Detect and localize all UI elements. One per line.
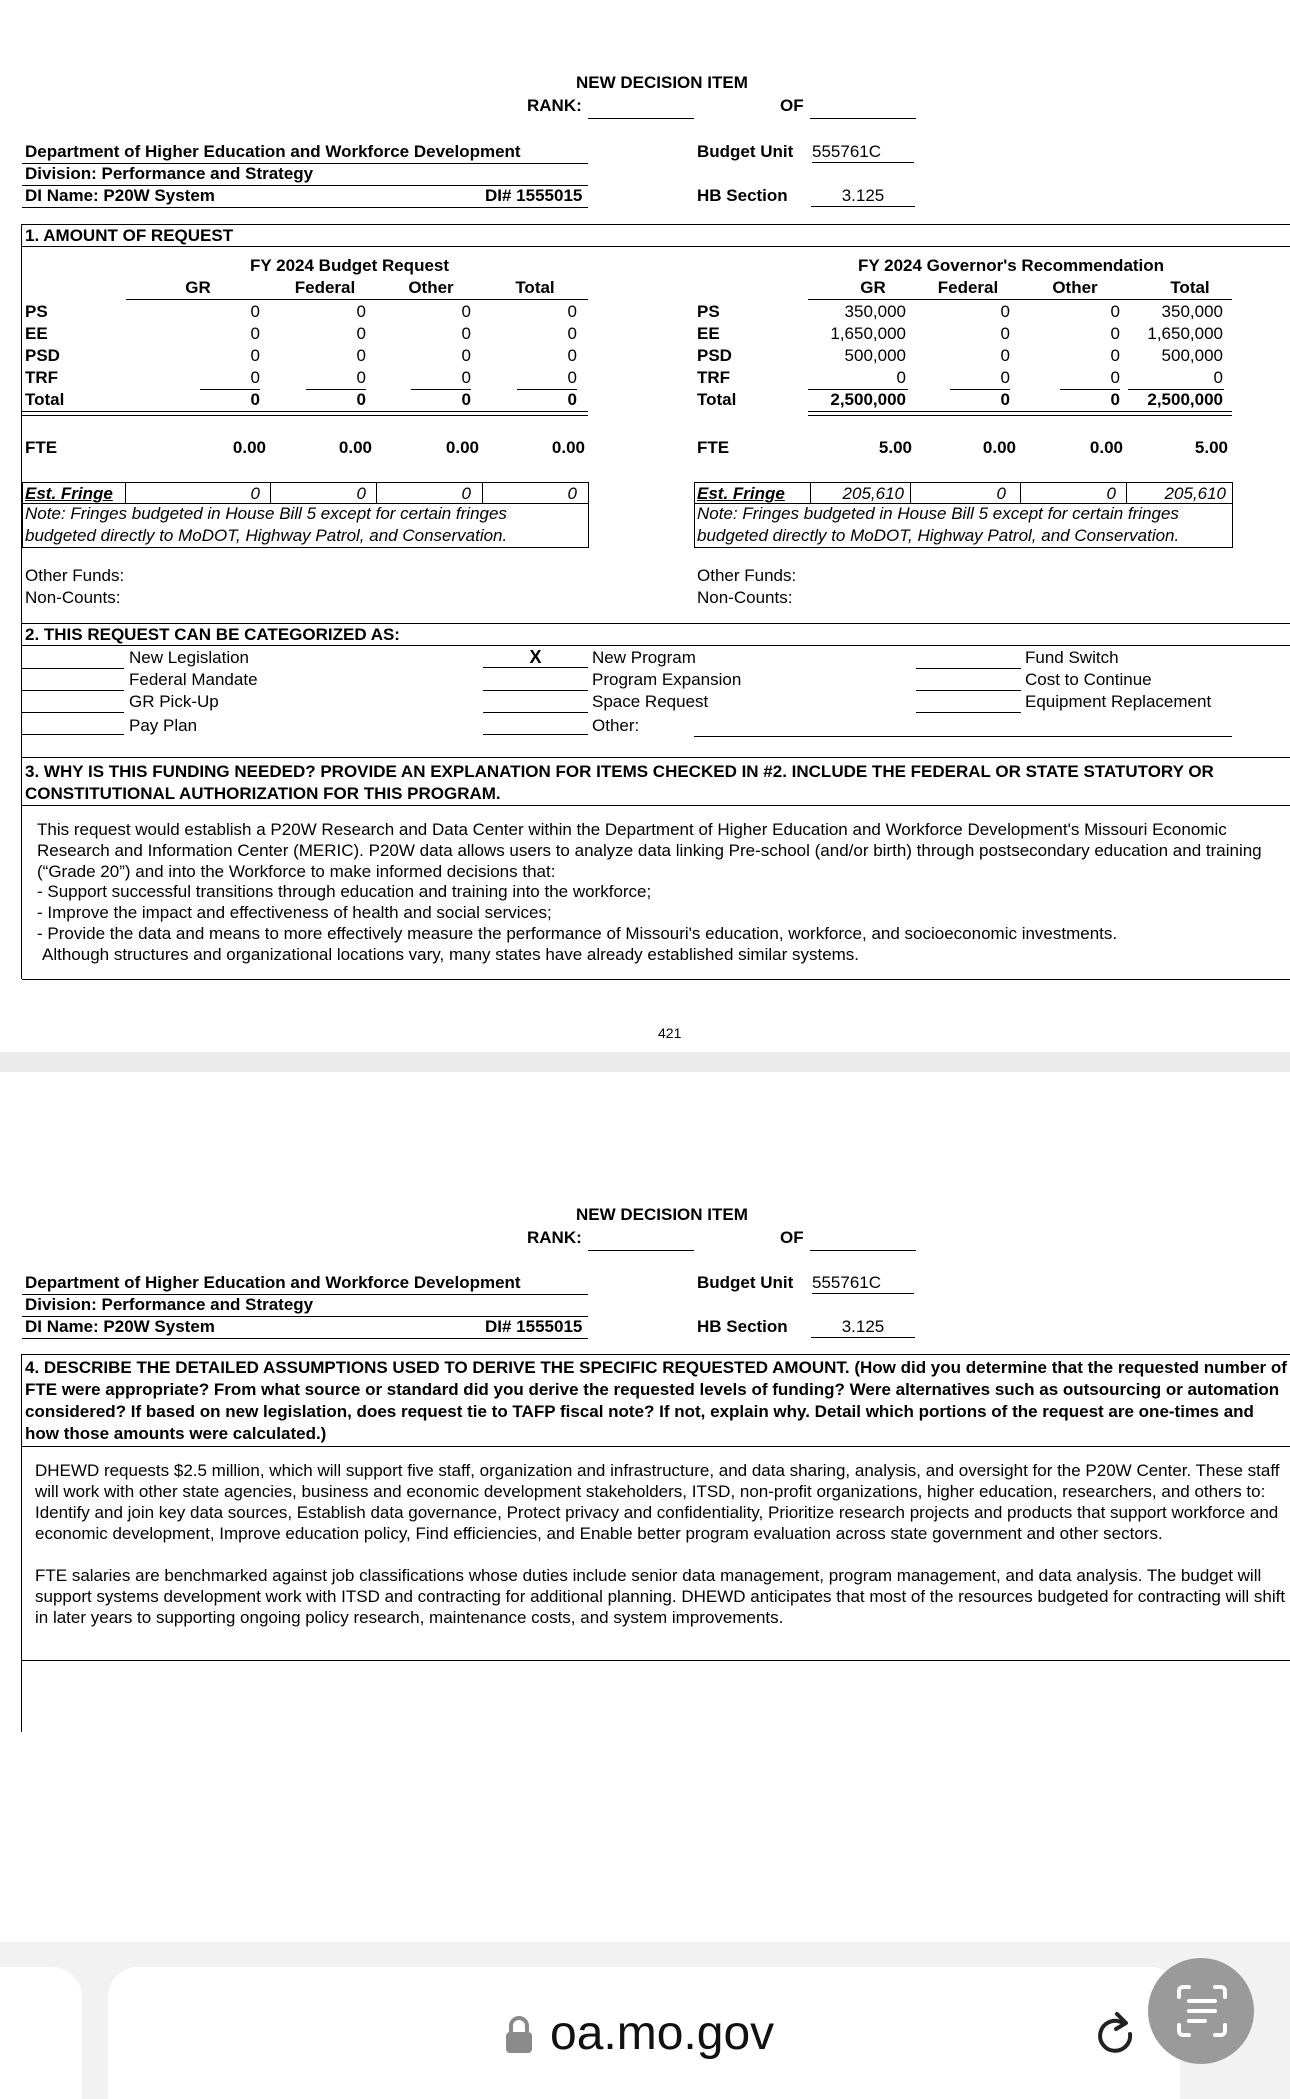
request-table-title: FY 2024 Budget Request xyxy=(250,256,450,275)
option-fund-switch: Fund Switch xyxy=(1025,648,1119,667)
option-pay-plan: Pay Plan xyxy=(129,716,198,735)
gov-col-header-total: Total xyxy=(1170,278,1210,297)
fringe-note-line-2: budgeted directly to MoDOT, Highway Patrol, and Conservation. xyxy=(25,526,508,545)
checkbox-gr-pick-up xyxy=(22,692,124,713)
gov-fringe-note-line-1: Note: Fringes budgeted in House Bill 5 except for certain fringes xyxy=(697,504,1179,523)
request-cell: 0 xyxy=(250,368,260,387)
request-cell: 0 xyxy=(461,368,471,387)
checkbox-cost-to-continue xyxy=(916,670,1021,691)
divider xyxy=(22,1660,1290,1661)
fringe-note-line-1: Note: Fringes budgeted in House Bill 5 except for certain fringes xyxy=(25,504,507,523)
cell-divider xyxy=(270,483,271,503)
section2-heading: 2. THIS REQUEST CAN BE CATEGORIZED AS: xyxy=(25,625,400,644)
gov-fringe-cell: 0 xyxy=(996,484,1006,503)
divider xyxy=(22,623,1290,624)
gov-total-cell: 0 xyxy=(1110,390,1120,409)
checkbox-federal-mandate xyxy=(22,670,124,691)
divider xyxy=(808,299,1232,300)
request-fte-cell: 0.00 xyxy=(445,438,479,457)
cell-divider xyxy=(810,483,811,503)
checkbox-space-request xyxy=(483,692,588,713)
row-label-ps: PS xyxy=(25,302,48,321)
cell-divider xyxy=(910,483,911,503)
section3-closing: Although structures and organizational locations vary, many states have already established similar systems. xyxy=(42,945,860,964)
gov-cell: 1,650,000 xyxy=(830,324,906,343)
gov-row-label-total: Total xyxy=(697,390,737,409)
gov-cell: 0 xyxy=(1110,324,1120,343)
gov-cell: 0 xyxy=(1000,302,1010,321)
request-cell: 0 xyxy=(567,324,577,343)
section1-heading: 1. AMOUNT OF REQUEST xyxy=(25,226,234,245)
request-cell: 0 xyxy=(250,346,260,365)
request-cell: 0 xyxy=(356,302,366,321)
gov-cell: 0 xyxy=(1000,346,1010,365)
of-blank xyxy=(810,118,916,119)
gov-cell: 500,000 xyxy=(844,346,906,365)
gov-fte-cell: 5.00 xyxy=(1194,438,1228,457)
checkbox-fund-switch xyxy=(916,648,1021,669)
option-other: Other: xyxy=(592,716,640,735)
left-border xyxy=(21,1354,22,1732)
option-federal-mandate: Federal Mandate xyxy=(129,670,258,689)
request-fte-cell: 0.00 xyxy=(551,438,585,457)
gov-table-title: FY 2024 Governor's Recommendation xyxy=(858,256,1165,275)
row-label-trf: TRF xyxy=(25,368,59,387)
budget-unit-label: Budget Unit xyxy=(697,1273,794,1292)
di-name: DI Name: P20W System xyxy=(25,1317,215,1336)
checkbox-new-program: X xyxy=(483,647,588,668)
cell-divider xyxy=(482,483,483,503)
page-number: 421 xyxy=(658,1025,682,1041)
gov-row-label-trf: TRF xyxy=(697,368,731,387)
checkbox-pay-plan xyxy=(22,714,124,735)
gov-total-cell: 0 xyxy=(1000,390,1010,409)
reader-icon xyxy=(1175,1983,1229,2044)
gov-cell: 0 xyxy=(1110,302,1120,321)
divider xyxy=(22,1338,588,1339)
department-name: Department of Higher Education and Workforce Development xyxy=(25,142,521,161)
request-fte-cell: 0.00 xyxy=(338,438,372,457)
request-cell: 0 xyxy=(461,302,471,321)
option-new-legislation: New Legislation xyxy=(129,648,250,667)
divider xyxy=(22,1446,1290,1447)
cell-divider xyxy=(1020,483,1021,503)
of-blank xyxy=(810,1250,916,1251)
col-header-total: Total xyxy=(515,278,555,297)
reader-button[interactable] xyxy=(1148,1958,1254,2064)
rank-blank xyxy=(588,118,694,119)
col-header-gr: GR xyxy=(185,278,211,297)
double-rule xyxy=(808,411,1232,416)
budget-unit-value: 555761C xyxy=(812,142,914,163)
request-cell: 0 xyxy=(356,368,366,387)
request-cell: 0 xyxy=(356,324,366,343)
cell-divider xyxy=(376,483,377,503)
gov-cell: 0 xyxy=(1110,346,1120,365)
row-label-psd: PSD xyxy=(25,346,60,365)
checkbox-program-expansion xyxy=(483,670,588,691)
checkbox-equipment-replacement xyxy=(916,692,1021,713)
fringe-label: Est. Fringe xyxy=(25,484,113,503)
divider xyxy=(22,1354,1290,1355)
gov-col-header-gr: GR xyxy=(860,278,886,297)
divider xyxy=(22,246,1290,247)
gov-fringe-label: Est. Fringe xyxy=(697,484,785,503)
gov-cell: 350,000 xyxy=(844,302,906,321)
di-number: DI# 1555015 xyxy=(485,186,583,205)
gov-cell: 0 xyxy=(1000,324,1010,343)
request-total-cell: 0 xyxy=(250,390,260,409)
divider xyxy=(22,805,1290,806)
section3-intro: This request would establish a P20W Research and Data Center within the Department of Higher Education and Workforce Development's Missouri Economic Research and Information Center (MERIC). P20W data allows users to analyze data linking Pre-school (and/or birth) through postsecondary education and training (“Grade 20”) and into the Workforce to make informed decisions that: xyxy=(37,820,1262,881)
section3-heading-line-2: CONSTITUTIONAL AUTHORIZATION FOR THIS PROGRAM. xyxy=(25,784,501,803)
section3-bullet: - Improve the impact and effectiveness of health and social services; xyxy=(37,903,552,922)
gov-fringe-note-line-2: budgeted directly to MoDOT, Highway Patrol, and Conservation. xyxy=(697,526,1180,545)
gov-row-label-ps: PS xyxy=(697,302,720,321)
option-space-request: Space Request xyxy=(592,692,709,711)
page-title: NEW DECISION ITEM xyxy=(576,1205,748,1224)
col-header-other: Other xyxy=(408,278,454,297)
lock-icon xyxy=(504,2015,534,2060)
left-border xyxy=(21,224,22,979)
section4-paragraph-2: FTE salaries are benchmarked against job classifications whose duties include senior data management, program management, and data analysis. The budget will support systems development work with ITSD and contracting for additional planning. DHEWD anticipates that most of the resources budgeted for contracting will shift in later years to supporting ongoing policy research, maintenance costs, and system improvements. xyxy=(35,1566,1286,1627)
gov-cell: 0 xyxy=(1213,368,1223,387)
fte-label: FTE xyxy=(25,438,58,457)
divider xyxy=(22,224,1290,225)
divider xyxy=(22,757,1290,758)
gov-non-counts-label: Non-Counts: xyxy=(697,588,793,607)
tab-overview-button[interactable] xyxy=(0,1967,82,2099)
hb-section-label: HB Section xyxy=(697,1317,788,1336)
di-name: DI Name: P20W System xyxy=(25,186,215,205)
gov-cell: 1,650,000 xyxy=(1147,324,1223,343)
request-total-cell: 0 xyxy=(461,390,471,409)
checkbox-new-legislation xyxy=(22,648,124,669)
other-blank xyxy=(694,736,1232,737)
col-header-federal: Federal xyxy=(294,278,356,297)
gov-fte-cell: 5.00 xyxy=(878,438,912,457)
request-fte-cell: 0.00 xyxy=(232,438,266,457)
page-title: NEW DECISION ITEM xyxy=(576,73,748,92)
request-fringe-cell: 0 xyxy=(461,484,471,503)
row-label-total: Total xyxy=(25,390,65,409)
request-cell: 0 xyxy=(567,302,577,321)
document-page-2 xyxy=(0,1072,1290,1942)
request-total-cell: 0 xyxy=(567,390,577,409)
request-cell: 0 xyxy=(356,346,366,365)
section4-paragraph-1: DHEWD requests $2.5 million, which will support five staff, organization and infrastructure, and data sharing, analysis, and oversight for the P20W Center. These staff will work with other state agencies, business and economic development stakeholders, ITSD, non-profit organizations, higher education, researchers, and others to: Identify and join key data sources, Establish data governance, Protect privacy and confidentiality, Prioritize research projects and products that support workforce and economic development, Improve education policy, Find efficiencies, and Enable better program evaluation across state government and other sectors. xyxy=(35,1461,1280,1543)
request-cell: 0 xyxy=(250,302,260,321)
request-total-cell: 0 xyxy=(356,390,366,409)
hb-section-label: HB Section xyxy=(697,186,788,205)
gov-col-header-other: Other xyxy=(1052,278,1098,297)
gov-fte-cell: 0.00 xyxy=(982,438,1016,457)
department-name: Department of Higher Education and Workforce Development xyxy=(25,1273,521,1292)
section3-bullet: - Provide the data and means to more effectively measure the performance of Missouri's education, workforce, and socioeconomic investments. xyxy=(37,924,1118,943)
option-equipment-replacement: Equipment Replacement xyxy=(1025,692,1212,711)
rank-blank xyxy=(588,1250,694,1251)
row-label-ee: EE xyxy=(25,324,48,343)
request-cell: 0 xyxy=(250,324,260,343)
divider xyxy=(22,645,1290,646)
other-funds-label: Other Funds: xyxy=(25,566,125,585)
gov-row-label-ee: EE xyxy=(697,324,720,343)
rank-label: RANK: xyxy=(527,96,582,115)
gov-other-funds-label: Other Funds: xyxy=(697,566,797,585)
gov-col-header-federal: Federal xyxy=(937,278,999,297)
gov-cell: 0 xyxy=(1110,368,1120,387)
budget-unit-label: Budget Unit xyxy=(697,142,794,161)
divider xyxy=(22,979,1290,980)
divider xyxy=(126,299,588,300)
url-text[interactable]: oa.mo.gov xyxy=(550,2007,775,2060)
option-gr-pick-up: GR Pick-Up xyxy=(129,692,219,711)
section3-heading-line-1: 3. WHY IS THIS FUNDING NEEDED? PROVIDE AN EXPLANATION FOR ITEMS CHECKED IN #2. INCLUDE THE FEDERAL OR STATE STATUTORY OR xyxy=(25,762,1214,781)
divider xyxy=(22,207,588,208)
gov-fte-label: FTE xyxy=(697,438,730,457)
request-cell: 0 xyxy=(567,346,577,365)
option-cost-to-continue: Cost to Continue xyxy=(1025,670,1152,689)
double-rule xyxy=(22,411,588,416)
option-program-expansion: Program Expansion xyxy=(592,670,742,689)
request-cell: 0 xyxy=(461,324,471,343)
gov-fte-cell: 0.00 xyxy=(1089,438,1123,457)
reload-icon[interactable] xyxy=(1090,2010,1142,2067)
gov-total-cell: 2,500,000 xyxy=(1147,390,1223,409)
gov-cell: 350,000 xyxy=(1161,302,1223,321)
gov-fringe-cell: 205,610 xyxy=(842,484,904,503)
section4-heading: 4. DESCRIBE THE DETAILED ASSUMPTIONS USED TO DERIVE THE SPECIFIC REQUESTED AMOUNT. (How did you determine that the requested number of FTE were appropriate? From what source or standard did you derive the requested levels of funding? Were alternatives such as outsourcing or automation considered? If based on new legislation, does request tie to TAFP fiscal note? If not, explain why. Detail which portions of the request are one-times and how those amounts were calculated.) xyxy=(25,1358,1287,1443)
cell-divider xyxy=(125,483,126,503)
checkbox-other xyxy=(483,714,588,735)
gov-cell: 0 xyxy=(896,368,906,387)
gov-total-cell: 2,500,000 xyxy=(830,390,906,409)
section3-bullet: - Support successful transitions through education and training into the workforce; xyxy=(37,882,652,901)
gov-fringe-cell: 0 xyxy=(1106,484,1116,503)
request-fringe-cell: 0 xyxy=(567,484,577,503)
hb-section-value: 3.125 xyxy=(811,186,915,207)
gov-fringe-cell: 205,610 xyxy=(1164,484,1226,503)
hb-section-value: 3.125 xyxy=(811,1317,915,1338)
gov-row-label-psd: PSD xyxy=(697,346,732,365)
option-new-program: New Program xyxy=(592,648,696,667)
request-fringe-cell: 0 xyxy=(356,484,366,503)
non-counts-label: Non-Counts: xyxy=(25,588,121,607)
cell-divider xyxy=(1126,483,1127,503)
rank-label: RANK: xyxy=(527,1228,582,1247)
of-label: OF xyxy=(780,1228,804,1247)
division-name: Division: Performance and Strategy xyxy=(25,164,314,183)
budget-unit-value: 555761C xyxy=(812,1273,914,1294)
division-name: Division: Performance and Strategy xyxy=(25,1295,314,1314)
page-separator xyxy=(0,1052,1290,1072)
gov-cell: 500,000 xyxy=(1161,346,1223,365)
request-cell: 0 xyxy=(461,346,471,365)
of-label: OF xyxy=(780,96,804,115)
di-number: DI# 1555015 xyxy=(485,1317,583,1336)
request-cell: 0 xyxy=(567,368,577,387)
request-fringe-cell: 0 xyxy=(250,484,260,503)
gov-cell: 0 xyxy=(1000,368,1010,387)
